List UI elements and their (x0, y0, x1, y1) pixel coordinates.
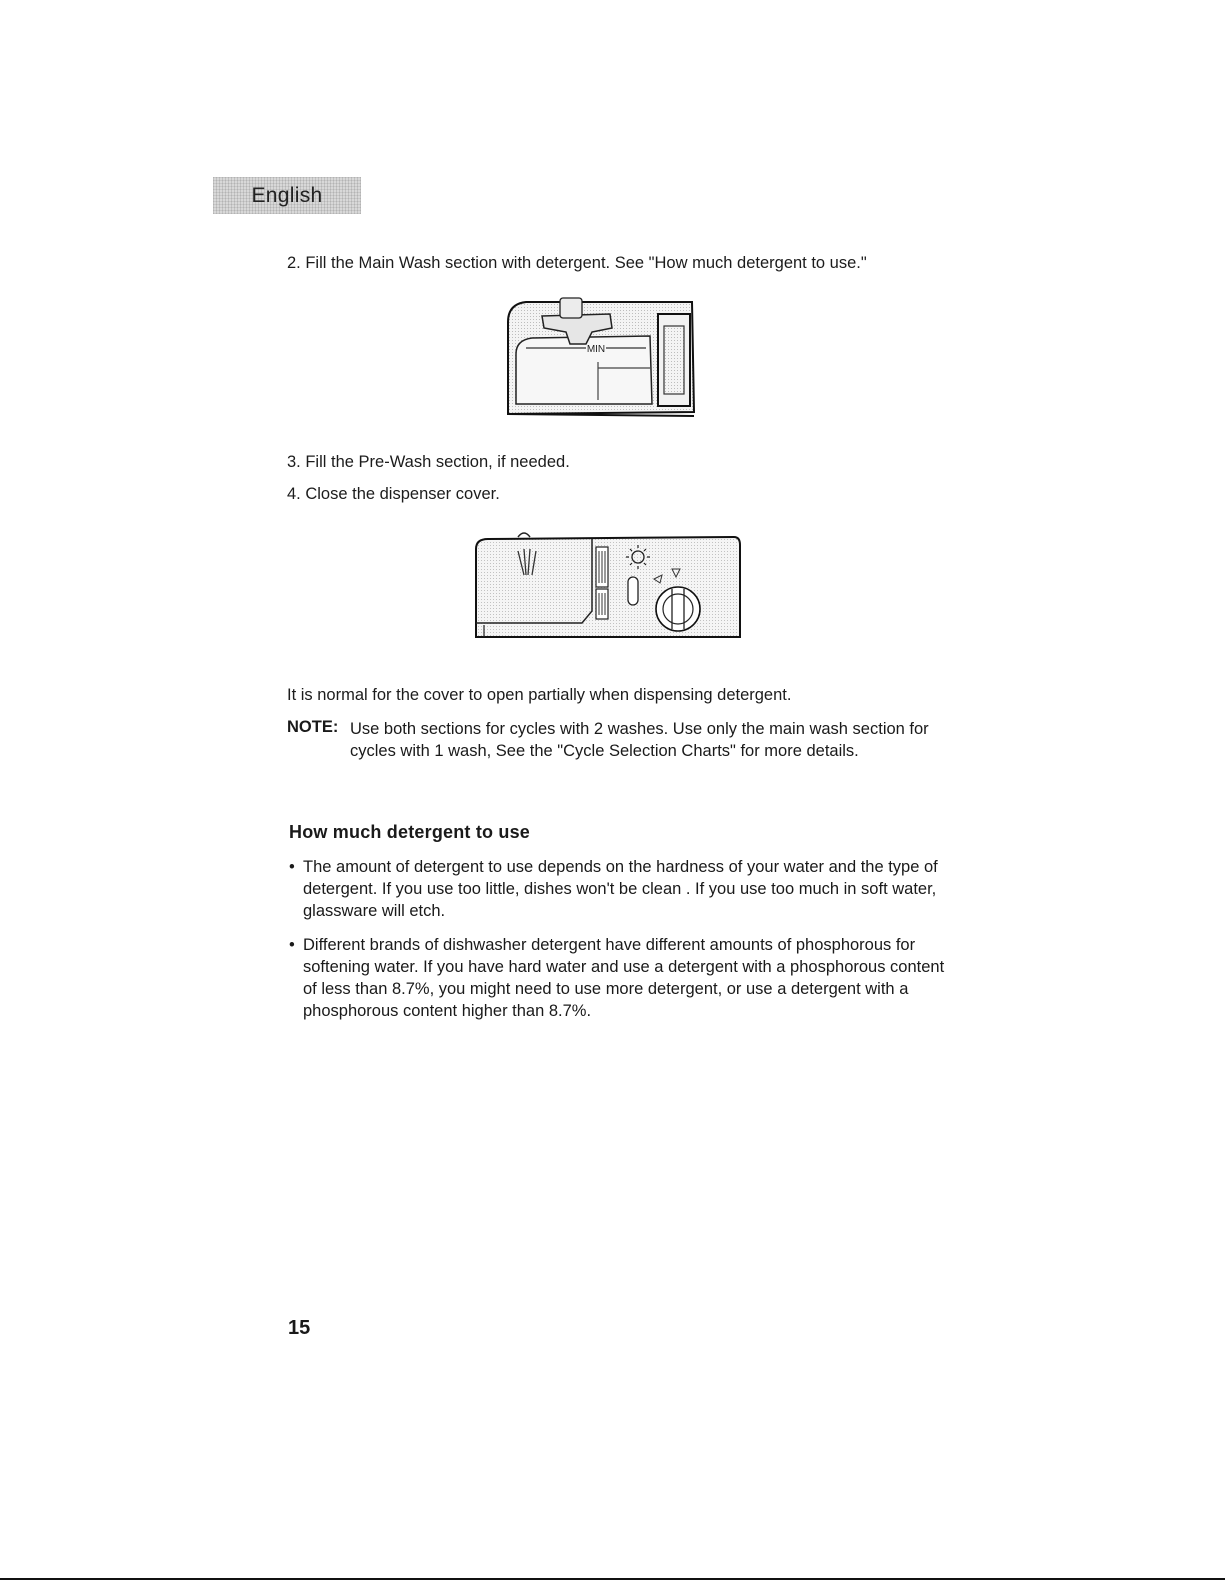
normal-cover-text: It is normal for the cover to open partially when dispensing detergent. (287, 686, 792, 704)
step-3-text: 3. Fill the Pre-Wash section, if needed. (287, 453, 570, 471)
open-dispenser-illustration (500, 292, 705, 422)
note-label: NOTE: (287, 718, 339, 736)
language-tab-label: English (251, 183, 323, 207)
list-item (289, 934, 953, 1022)
step-2-text: 2. Fill the Main Wash section with detergent. See "How much detergent to use." (287, 254, 867, 272)
language-tab (213, 177, 361, 214)
min-label: MIN (586, 344, 606, 355)
closed-dispenser-illustration (472, 527, 746, 643)
list-item (289, 856, 953, 922)
footer-rule (0, 1578, 1225, 1580)
list-item-text: The amount of detergent to use depends on the hardness of your water and the type of detergent. If you use too little, dishes won't be clean . If you use too much in soft water, glassware will etch. (303, 858, 938, 920)
bullet-icon: • (289, 858, 295, 876)
step-4-text: 4. Close the dispenser cover. (287, 485, 500, 503)
bullet-icon: • (289, 936, 295, 954)
section-heading: How much detergent to use (289, 822, 531, 842)
note-text: Use both sections for cycles with 2 washes. Use only the main wash section for cycles with 1 wash, See the "Cycle Selection Charts" for more details. (350, 720, 929, 760)
list-item-text: Different brands of dishwasher detergent have different amounts of phosphorous for softening water. If you have hard water and use a detergent with a phosphorous content of less than 8.7%, you might need to use more detergent, or use a detergent with a phosphorous content higher than 8.7%. (303, 936, 945, 1020)
page-number: 15 (288, 1317, 311, 1339)
